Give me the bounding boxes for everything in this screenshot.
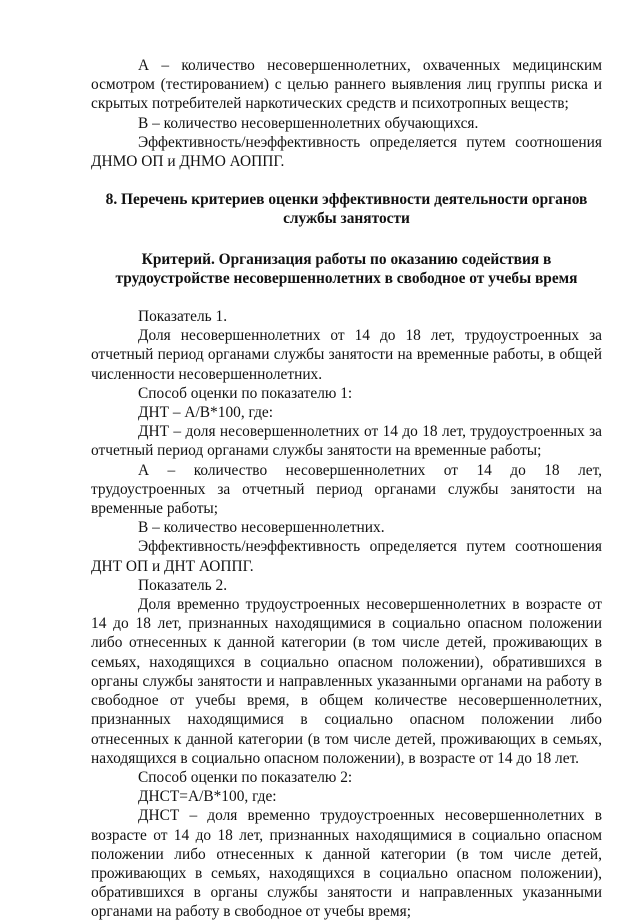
paragraph-b-definition: В – количество несовершеннолетних обучающихся. [138, 114, 479, 132]
paragraph-effectiveness: Эффективность/неэффективность определяется путем соотношения ДНМО ОП и ДНМО АОППГ. [91, 133, 602, 171]
indicator-1-title: Показатель 1. [138, 308, 228, 326]
indicator-1-effectiveness: Эффективность/неэффективность определяется путем соотношения ДНТ ОП и ДНТ АОППГ. [91, 538, 602, 575]
indicator-1-description: Доля несовершеннолетних от 14 до 18 лет, трудоустроенных за отчетный период органами службы занятости на временные работы, в общей численности несовершеннолетних. [91, 327, 602, 383]
section-heading: 8. Перечень критериев оценки эффективности деятельности органов службы занятости [105, 191, 588, 228]
indicator-2-dnst-definition: ДНСТ – доля временно трудоустроенных несовершеннолетних в возрасте от 14 до 18 лет, признанных находящимися в социально опасном положении либо отнесенных к данной категории (в том числе детей, проживающих в семьях, находящихся в социально опасном положении), обратившихся в органы службы занятости и направленных указанными органами на работу в свободное от учебы время; [91, 807, 602, 921]
indicator-1-method-label: Способ оценки по показателю 1: [138, 384, 353, 402]
indicator-1-b-definition: В – количество несовершеннолетних. [138, 519, 385, 537]
indicator-2-description: Доля временно трудоустроенных несовершеннолетних в возрасте от 14 до 18 лет, признанных находящимися в социально опасном положении либо отнесенных к данной категории (в том числе детей, проживающих в семьях, находящихся в социально опасном положении), обратившихся в органы службы занятости и направленных указанными органами на работу в свободное от учебы время, в общем количестве несовершеннолетних, признанных находящимися в социально опасном положении либо отнесенных к данной категории (в том числе детей, проживающих в семьях, находящихся в социально опасном положении), в возрасте от 14 до 18 лет. [91, 596, 602, 767]
indicator-2-formula: ДНСТ=А/В*100, где: [138, 788, 277, 806]
indicator-1-a-definition: А – количество несовершеннолетних от 14 до 18 лет, трудоустроенных за отчетный период органами службы занятости на временные работы; [91, 461, 602, 518]
indicator-2-title: Показатель 2. [138, 576, 228, 594]
indicator-2-method-label: Способ оценки по показателю 2: [138, 768, 353, 786]
indicator-1-dnt-definition: ДНТ – доля несовершеннолетних от 14 до 18 лет, трудоустроенных за отчетный период органами службы занятости на временные работы; [91, 423, 602, 460]
paragraph-a-definition: А – количество несовершеннолетних, охваченных медицинским осмотром (тестированием) с целью раннего выявления лиц группы риска и скрытых потребителей наркотических средств и психотропных веществ; [91, 57, 602, 113]
indicator-1-formula: ДНТ – А/В*100, где: [138, 404, 274, 422]
criterion-heading: Критерий. Организация работы по оказанию содействия в трудоустройстве несовершеннолетних в свободное от учебы время [115, 250, 578, 287]
